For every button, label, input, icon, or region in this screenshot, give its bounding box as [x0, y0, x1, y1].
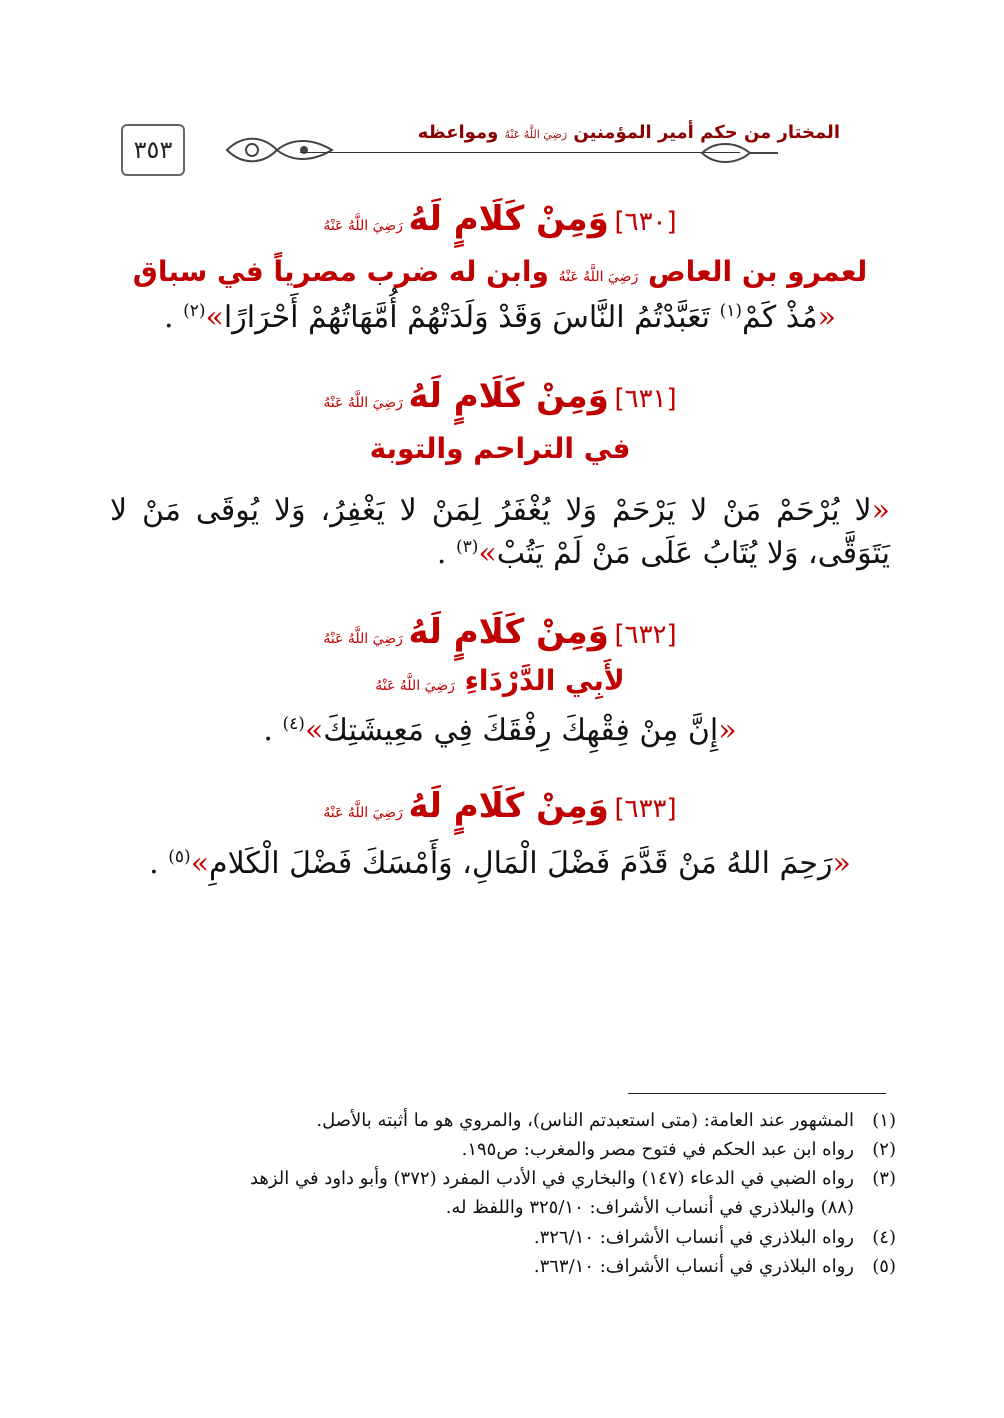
section-subtitle-630: [110, 255, 890, 288]
footnote-ref: (١): [719, 301, 742, 321]
quote-632: [110, 709, 890, 753]
footnote-3-continued: [110, 1193, 896, 1222]
honorific: رَضِيَ اللَّهُ عَنْهُ: [375, 677, 455, 694]
section-number: [٦٣٢]: [614, 619, 677, 650]
footnote-text: رواه البلاذري في أنساب الأشراف: ٣٦٣/١٠.: [533, 1255, 854, 1277]
footnote-ref: (٤): [282, 713, 305, 734]
honorific: رَضِيَ اللَّهُ عَنْهُ: [323, 630, 403, 647]
quote-mark: »: [478, 536, 497, 571]
footnote-number: (١): [872, 1110, 896, 1131]
footnote-number: (٥): [872, 1255, 896, 1277]
quote-text: مُذْ كَمْ: [741, 300, 818, 335]
section-phrase: وَمِنْ كَلَامٍ لَهُ: [408, 375, 609, 416]
section-phrase: وَمِنْ كَلَامٍ لَهُ: [408, 611, 609, 652]
footnote-5: [110, 1252, 896, 1281]
quote-mark: »: [205, 300, 224, 335]
quote-630: [110, 296, 890, 340]
header-honorific: رَضِيَ اللَّهُ عَنْهُ: [504, 128, 568, 141]
header-rule: [300, 152, 740, 153]
footnote-number: (٣): [872, 1168, 896, 1190]
section-subtitle-631: [110, 432, 890, 465]
honorific: رَضِيَ اللَّهُ عَنْهُ: [323, 218, 403, 234]
footnote-ref: (٥): [168, 847, 191, 867]
footnote-number: (٢): [872, 1139, 896, 1161]
section-heading-631: [110, 376, 890, 416]
page-number: ٣٥٣: [133, 136, 173, 164]
section-number: [٦٣٣]: [614, 794, 677, 824]
page-body: [110, 195, 890, 886]
quote-end: .: [263, 712, 273, 748]
footnote-text: المشهور عند العامة: (متى استعبدتم الناس)، والمروي هو ما أثبته بالأصل.: [316, 1110, 854, 1131]
section-heading-630: [110, 199, 890, 239]
honorific: رَضِيَ اللَّهُ عَنْهُ: [323, 805, 403, 821]
honorific: رَضِيَ اللَّهُ عَنْهُ: [323, 394, 403, 411]
footnote-text: رواه الضبي في الدعاء (١٤٧) والبخاري في الأدب المفرد (٣٧٢) وأبو داود في الزهد: [249, 1168, 854, 1190]
quote-text: تَعَبَّدْتُمُ النَّاسَ وَقَدْ وَلَدَتْهُمْ أُمَّهَاتُهُمْ أَحْرَارًا: [223, 300, 720, 335]
footnote-separator: [628, 1093, 886, 1094]
section-number: [٦٣٠]: [614, 207, 677, 237]
section-subtitle-632: [110, 664, 890, 697]
quote-mark: «: [832, 846, 851, 881]
quote-mark: «: [718, 712, 737, 748]
quote-mark: »: [190, 846, 210, 881]
section-phrase: وَمِنْ كَلَامٍ لَهُ: [408, 199, 609, 239]
section-heading-632: [110, 612, 890, 652]
subtitle-part: لأَبِي الدَّرْدَاءِ: [464, 663, 625, 697]
footnote-2: [110, 1135, 896, 1164]
page-number-box: [121, 124, 185, 176]
subtitle-part: في التراحم والتوبة: [369, 431, 631, 465]
header-title-main: المختار من حكم أمير المؤمنين: [573, 122, 840, 143]
footnote-4: [110, 1223, 896, 1252]
footnote-1: [110, 1106, 896, 1135]
section-phrase: وَمِنْ كَلَامٍ لَهُ: [408, 786, 609, 826]
footnote-ref: (٣): [455, 537, 479, 557]
subtitle-part: وابن له ضرب مصرياً في سباق: [132, 255, 549, 288]
quote-631: [110, 489, 890, 576]
footnote-text: رواه ابن عبد الحكم في فتوح مصر والمغرب: ص١٩٥.: [461, 1139, 854, 1161]
quote-end: .: [149, 846, 159, 881]
quote-text: لا يُرْحَمْ مَنْ لا يَرْحَمْ وَلا يُغْفَرُ لِمَنْ لا يَغْفِرُ، وَلا يُوقَى مَنْ لا يَتَوَقَّى، وَلا يُتَابُ عَلَى مَنْ لَمْ يَتُبْ: [110, 492, 890, 571]
quote-mark: «: [871, 492, 890, 528]
quote-mark: »: [304, 712, 324, 748]
quote-end: .: [164, 300, 174, 335]
honorific: رَضِيَ اللَّهُ عَنْهُ: [558, 269, 639, 285]
quote-text: إِنَّ مِنْ فِقْهِكَ رِفْقَكَ فِي مَعِيشَتِكَ: [323, 712, 719, 748]
footnote-ref: (٢): [183, 301, 206, 321]
footnote-text: (٨٨) والبلاذري في أنساب الأشراف: ٣٢٥/١٠ واللفظ له.: [445, 1197, 854, 1219]
section-number: [٦٣١]: [614, 383, 677, 414]
footnotes: [110, 1106, 896, 1281]
quote-mark: «: [817, 300, 836, 335]
subtitle-part: لعمرو بن العاص: [648, 255, 868, 288]
footnote-number: (٤): [872, 1226, 896, 1248]
header-title-tail: ومواعظه: [417, 122, 499, 143]
footnote-text: رواه البلاذري في أنساب الأشراف: ٣٢٦/١٠.: [533, 1226, 854, 1248]
quote-text: رَحِمَ اللهُ مَنْ قَدَّمَ فَضْلَ الْمَالِ، وَأَمْسَكَ فَضْلَ الْكَلامِ: [209, 846, 833, 881]
header-ornament-right-icon: [700, 138, 780, 168]
quote-633: [110, 842, 890, 886]
footnote-3: [110, 1164, 896, 1193]
section-heading-633: [110, 786, 890, 826]
quote-end: .: [436, 536, 447, 571]
